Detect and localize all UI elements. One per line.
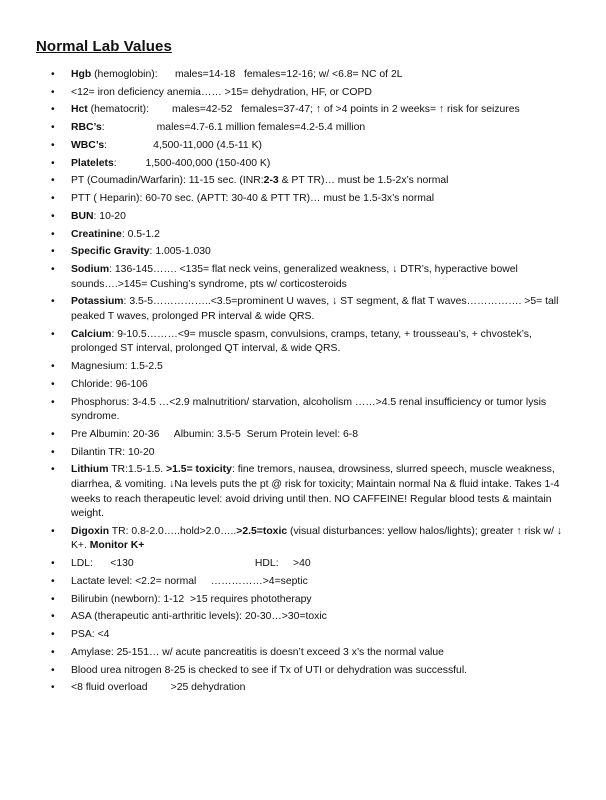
text: : 10-20 (93, 210, 126, 222)
text: (hemoglobin): males=14-18 females=12-16; w/ <6.8= NC of 2L (91, 69, 403, 80)
list-item (0, 103, 606, 118)
text: <8 fluid overload >25 dehydration (71, 682, 246, 694)
text: TR:1.5-1.5. (108, 464, 167, 476)
list-item (0, 575, 606, 590)
list-item (0, 610, 606, 625)
list-item (0, 192, 606, 207)
text: Amylase: 25-151… w/ acute pancreatitis is doesn’t exceed 3 x’s the normal value (71, 646, 444, 658)
bold-text: Digoxin (71, 525, 110, 537)
text: Chloride: 96-106 (71, 378, 148, 390)
text: Bilirubin (newborn): 1-12 >15 requires phototherapy (71, 593, 312, 605)
text: Lactate level: <2.2= normal ……………>4=septic (71, 575, 308, 587)
text: (visual disturbances: yellow halos/lights); greater ↑ risk w/ ↓ K+. (71, 525, 562, 552)
bold-text: Specific Gravity (71, 246, 150, 258)
sub-list-item (0, 86, 606, 101)
bold-text: Calcium (71, 328, 112, 340)
text: <12= iron deficiency anemia…… >15= dehydration, HF, or COPD (71, 86, 372, 98)
list-item (0, 139, 606, 154)
list-item (0, 121, 606, 136)
bold-text: Monitor K+ (89, 540, 145, 552)
bold-text: Potassium (71, 296, 124, 308)
text: : 4,500-11,000 (4.5-11 K) (104, 139, 262, 151)
list-item (0, 360, 606, 375)
list-item (0, 210, 606, 225)
bold-text: >1.5= toxicity (166, 464, 232, 476)
text: : 9-10.5………<9= muscle spasm, convulsions, cramps, tetany, + trousseau’s, + chvostek’s, prolonged ST interval, prolonged QT interval, & wide QRS. (71, 328, 532, 355)
list-item (0, 446, 606, 461)
text: ASA (therapeutic anti-arthritic levels): 20-30…>30=toxic (71, 611, 327, 623)
list-item (0, 157, 606, 172)
list-item (0, 328, 606, 357)
list-item (0, 378, 606, 393)
sub-list-item (0, 681, 606, 696)
bold-text: Platelets (71, 157, 114, 169)
lab-values-list (0, 68, 606, 699)
text: : 1.005-1.030 (149, 246, 211, 258)
text: : 3.5-5……………..<3.5=prominent U waves, ↓ ST segment, & flat T waves……………. >5= tall peaked T waves, prolonged PR interval & wide QRS. (71, 296, 559, 322)
text: PTT ( Heparin): 60-70 sec. (APTT: 30-40 & PTT TR)… must be 1.5-3x’s normal (71, 193, 435, 205)
list-item (0, 628, 606, 643)
list-item (0, 428, 606, 443)
list-item (0, 228, 606, 243)
bold-text: Hct (71, 104, 88, 116)
text: PT (Coumadin/Warfarin): 11-15 sec. (INR: (71, 175, 264, 187)
text: : fine tremors, nausea, drowsiness, slurred speech, muscle weakness, diarrhea, & vomiting. ↓Na levels puts the pt @ risk for toxicity; Maintain normal Na & fluid intake. Takes 1-4 weeks to reach therapeutic level: avoid driving until then. NO CAFFEINE! Regular blood tests & maintain weight. (71, 464, 560, 520)
text: : males=4.7-6.1 million females=4.2-5.4 million (101, 122, 366, 134)
text: Phosphorus: 3-4.5 …<2.9 malnutrition/ starvation, alcoholism ……>4.5 renal insufficiency or tumor lysis syndrome. (71, 396, 547, 423)
text: Pre Albumin: 20-36 Albumin: 3.5-5 Serum Protein level: 6-8 (71, 428, 359, 440)
bold-text: Lithium (71, 464, 109, 476)
text: : 0.5-1.2 (121, 228, 160, 240)
text: Dilantin TR: 10-20 (71, 446, 155, 458)
list-item (0, 463, 606, 521)
text: (hematocrit): males=42-52 females=37-47; ↑ of >4 points in 2 weeks= ↑ risk for seizures (87, 104, 520, 116)
text: TR: 0.8-2.0…..hold>2.0….. (109, 525, 237, 537)
list-item (0, 295, 606, 324)
text: & PT TR)… must be 1.5-2x’s normal (278, 175, 449, 187)
list-item (0, 245, 606, 260)
list-item (0, 174, 606, 189)
text: Magnesium: 1.5-2.5 (71, 361, 163, 373)
bold-text: >2.5=toxic (236, 525, 288, 537)
list-item (0, 525, 606, 554)
text: Blood urea nitrogen 8-25 is checked to see if Tx of UTI or dehydration was successful. (71, 664, 468, 676)
bold-text: WBC’s (71, 139, 105, 151)
text: : 136-145……. <135= flat neck veins, generalized weakness, ↓ DTR’s, hyperactive bowel sounds….>145= Cushing’s syndrome, pts w/ corticosteroids (71, 264, 518, 290)
text: : 1,500-400,000 (150-400 K) (113, 157, 271, 169)
page-title: Normal Lab Values (36, 38, 172, 55)
text: PSA: <4 (71, 629, 110, 641)
bold-text: 2-3 (263, 175, 279, 187)
list-item (0, 664, 606, 679)
list-item (0, 68, 606, 83)
bold-text: RBC’s (71, 122, 102, 134)
list-item (0, 396, 606, 425)
bold-text: BUN (71, 210, 94, 222)
text: LDL: <130 HDL: >40 (71, 558, 311, 570)
list-item (0, 557, 606, 572)
list-item (0, 593, 606, 608)
list-item (0, 263, 606, 292)
list-item (0, 646, 606, 661)
bold-text: Hgb (71, 69, 92, 80)
bold-text: Sodium (71, 264, 110, 276)
bold-text: Creatinine (71, 228, 122, 240)
